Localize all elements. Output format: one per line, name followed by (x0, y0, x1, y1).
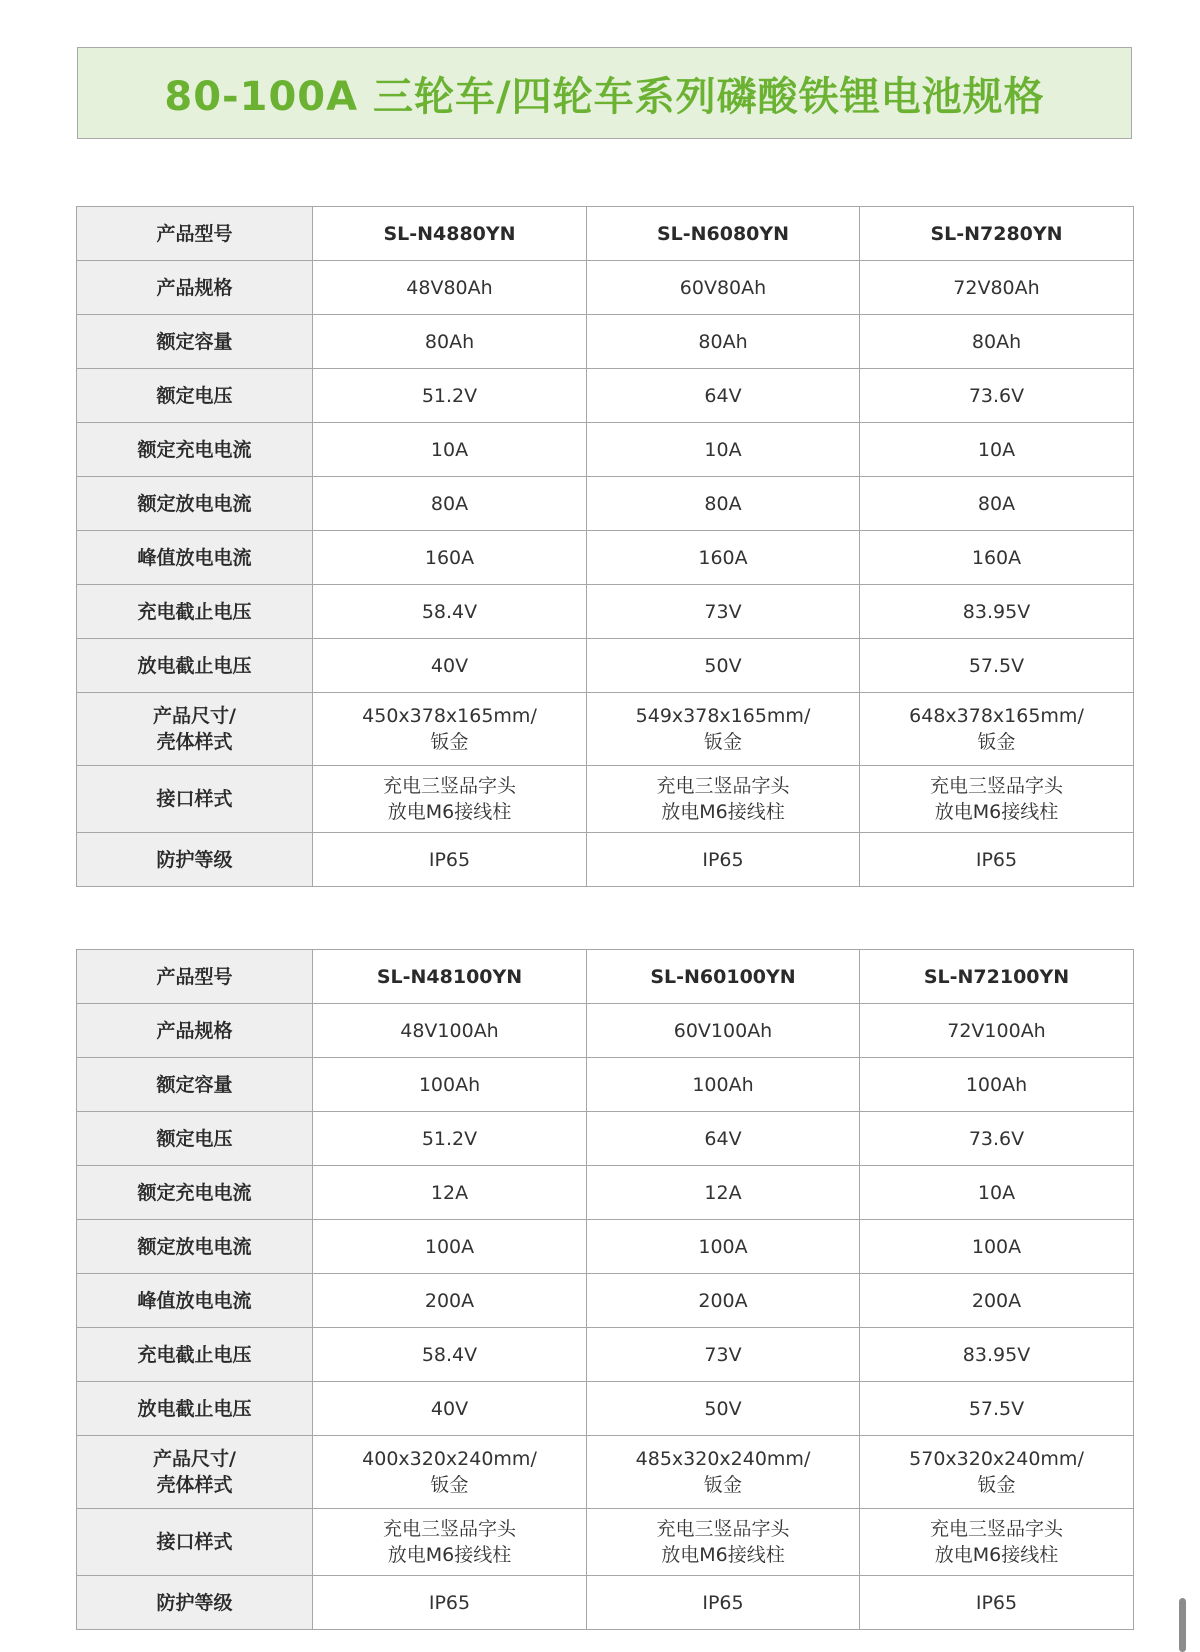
value-cell: 80A (587, 477, 860, 531)
value-line: 钣金 (703, 731, 742, 753)
value-cell: 73V (587, 585, 860, 639)
value-line: 放电M6接线柱 (934, 1544, 1059, 1566)
value-cell (587, 766, 860, 833)
table-row (77, 950, 1134, 1004)
value-cell (587, 693, 860, 766)
value-cell: 64V (587, 369, 860, 423)
value-cell: IP65 (587, 833, 860, 887)
row-label-line: 产品尺寸/ (153, 705, 236, 727)
value-cell: IP65 (860, 833, 1134, 887)
value-line: 钣金 (430, 731, 469, 753)
row-label: 额定容量 (77, 1058, 313, 1112)
table-row (77, 477, 1134, 531)
scrollbar-thumb[interactable] (1179, 1598, 1186, 1652)
value-cell: 80Ah (313, 315, 587, 369)
row-label: 防护等级 (77, 1576, 313, 1630)
value-line: 充电三竖品字头 (382, 1518, 516, 1540)
model-cell: SL-N6080YN (587, 207, 860, 261)
value-line: 钣金 (430, 1474, 469, 1496)
value-cell: 100A (313, 1220, 587, 1274)
value-line: 放电M6接线柱 (661, 801, 785, 823)
value-cell (313, 766, 587, 833)
value-cell: 80Ah (860, 315, 1134, 369)
table-row (77, 1436, 1134, 1509)
value-cell: 12A (587, 1166, 860, 1220)
row-label (77, 1436, 313, 1509)
value-cell: 160A (860, 531, 1134, 585)
value-cell: 100Ah (587, 1058, 860, 1112)
value-cell: 51.2V (313, 369, 587, 423)
value-cell: 200A (587, 1274, 860, 1328)
value-cell (313, 1509, 587, 1576)
value-cell: 51.2V (313, 1112, 587, 1166)
row-label: 产品型号 (77, 950, 313, 1004)
value-cell (860, 1509, 1134, 1576)
row-label: 峰值放电电流 (77, 531, 313, 585)
value-cell: 100Ah (860, 1058, 1134, 1112)
value-cell: 100A (587, 1220, 860, 1274)
row-label: 额定充电电流 (77, 423, 313, 477)
value-cell: 48V80Ah (313, 261, 587, 315)
value-line: 充电三竖品字头 (656, 1518, 790, 1540)
value-cell: 73.6V (860, 369, 1134, 423)
value-cell: 57.5V (860, 1382, 1134, 1436)
value-cell (587, 1436, 860, 1509)
model-cell: SL-N7280YN (860, 207, 1134, 261)
table-row (77, 261, 1134, 315)
table-row (77, 1576, 1134, 1630)
value-line: 充电三竖品字头 (656, 775, 790, 797)
model-cell: SL-N72100YN (860, 950, 1134, 1004)
spec-table-80a (76, 206, 1134, 887)
page-title: 80-100A 三轮车/四轮车系列磷酸铁锂电池规格 (164, 73, 1045, 120)
table-row (77, 423, 1134, 477)
table-row (77, 315, 1134, 369)
value-cell (587, 1509, 860, 1576)
table-row (77, 1112, 1134, 1166)
value-line: 放电M6接线柱 (387, 1544, 512, 1566)
row-label: 额定放电电流 (77, 477, 313, 531)
table-row (77, 1382, 1134, 1436)
row-label: 接口样式 (77, 1509, 313, 1576)
value-cell: 48V100Ah (313, 1004, 587, 1058)
table-row (77, 207, 1134, 261)
value-cell: IP65 (587, 1576, 860, 1630)
value-cell: 72V100Ah (860, 1004, 1134, 1058)
value-cell: 64V (587, 1112, 860, 1166)
title-banner (77, 47, 1132, 139)
row-label: 峰值放电电流 (77, 1274, 313, 1328)
value-cell: 50V (587, 1382, 860, 1436)
row-label: 额定电压 (77, 369, 313, 423)
table-row (77, 639, 1134, 693)
value-cell: 73V (587, 1328, 860, 1382)
value-cell: IP65 (313, 833, 587, 887)
value-line: 放电M6接线柱 (934, 801, 1059, 823)
value-line: 充电三竖品字头 (929, 775, 1063, 797)
value-cell: 50V (587, 639, 860, 693)
model-cell: SL-N4880YN (313, 207, 587, 261)
row-label: 充电截止电压 (77, 1328, 313, 1382)
model-cell: SL-N48100YN (313, 950, 587, 1004)
value-cell (860, 766, 1134, 833)
table-row (77, 1004, 1134, 1058)
value-line: 钣金 (703, 1474, 742, 1496)
value-line: 450x378x165mm/ (362, 705, 537, 727)
row-label-line: 壳体样式 (156, 731, 233, 753)
value-cell: 80Ah (587, 315, 860, 369)
value-cell: 160A (587, 531, 860, 585)
value-cell: 100Ah (313, 1058, 587, 1112)
value-cell: 80A (860, 477, 1134, 531)
value-cell: 10A (587, 423, 860, 477)
value-line: 648x378x165mm/ (909, 705, 1084, 727)
value-cell: 58.4V (313, 1328, 587, 1382)
row-label: 防护等级 (77, 833, 313, 887)
value-cell: 10A (313, 423, 587, 477)
value-cell: 160A (313, 531, 587, 585)
value-line: 400x320x240mm/ (362, 1448, 537, 1470)
value-cell: 10A (860, 423, 1134, 477)
value-cell: 200A (860, 1274, 1134, 1328)
row-label: 放电截止电压 (77, 639, 313, 693)
value-line: 钣金 (977, 1474, 1016, 1496)
model-cell: SL-N60100YN (587, 950, 860, 1004)
table-row (77, 1328, 1134, 1382)
row-label-line: 壳体样式 (156, 1474, 233, 1496)
row-label: 充电截止电压 (77, 585, 313, 639)
value-cell (313, 693, 587, 766)
value-line: 570x320x240mm/ (909, 1448, 1084, 1470)
table-row (77, 1274, 1134, 1328)
value-cell (860, 693, 1134, 766)
value-cell: 12A (313, 1166, 587, 1220)
table-row (77, 833, 1134, 887)
row-label: 额定放电电流 (77, 1220, 313, 1274)
row-label: 产品型号 (77, 207, 313, 261)
value-cell: IP65 (860, 1576, 1134, 1630)
value-cell: 200A (313, 1274, 587, 1328)
value-cell: 60V80Ah (587, 261, 860, 315)
table-row (77, 693, 1134, 766)
value-cell: 40V (313, 639, 587, 693)
value-cell: 73.6V (860, 1112, 1134, 1166)
value-cell (313, 1436, 587, 1509)
spec-table-100a (76, 949, 1134, 1630)
row-label: 产品规格 (77, 1004, 313, 1058)
value-cell: 60V100Ah (587, 1004, 860, 1058)
value-cell: 72V80Ah (860, 261, 1134, 315)
table-row (77, 766, 1134, 833)
value-line: 549x378x165mm/ (635, 705, 811, 727)
value-cell: 10A (860, 1166, 1134, 1220)
value-cell (860, 1436, 1134, 1509)
row-label: 放电截止电压 (77, 1382, 313, 1436)
value-line: 充电三竖品字头 (382, 775, 516, 797)
value-cell: 100A (860, 1220, 1134, 1274)
value-cell: 57.5V (860, 639, 1134, 693)
value-line: 充电三竖品字头 (929, 1518, 1063, 1540)
row-label: 额定电压 (77, 1112, 313, 1166)
table-row (77, 1166, 1134, 1220)
value-cell: 58.4V (313, 585, 587, 639)
table-row (77, 531, 1134, 585)
row-label-line: 产品尺寸/ (153, 1448, 236, 1470)
table-row (77, 1220, 1134, 1274)
row-label: 额定容量 (77, 315, 313, 369)
row-label (77, 693, 313, 766)
value-cell: IP65 (313, 1576, 587, 1630)
value-cell: 40V (313, 1382, 587, 1436)
value-cell: 83.95V (860, 585, 1134, 639)
row-label: 接口样式 (77, 766, 313, 833)
value-cell: 80A (313, 477, 587, 531)
table-row (77, 1058, 1134, 1112)
value-cell: 83.95V (860, 1328, 1134, 1382)
row-label: 额定充电电流 (77, 1166, 313, 1220)
row-label: 产品规格 (77, 261, 313, 315)
table-row (77, 369, 1134, 423)
value-line: 放电M6接线柱 (661, 1544, 785, 1566)
table-row (77, 1509, 1134, 1576)
table-row (77, 585, 1134, 639)
value-line: 钣金 (977, 731, 1016, 753)
value-line: 放电M6接线柱 (387, 801, 512, 823)
value-line: 485x320x240mm/ (635, 1448, 811, 1470)
